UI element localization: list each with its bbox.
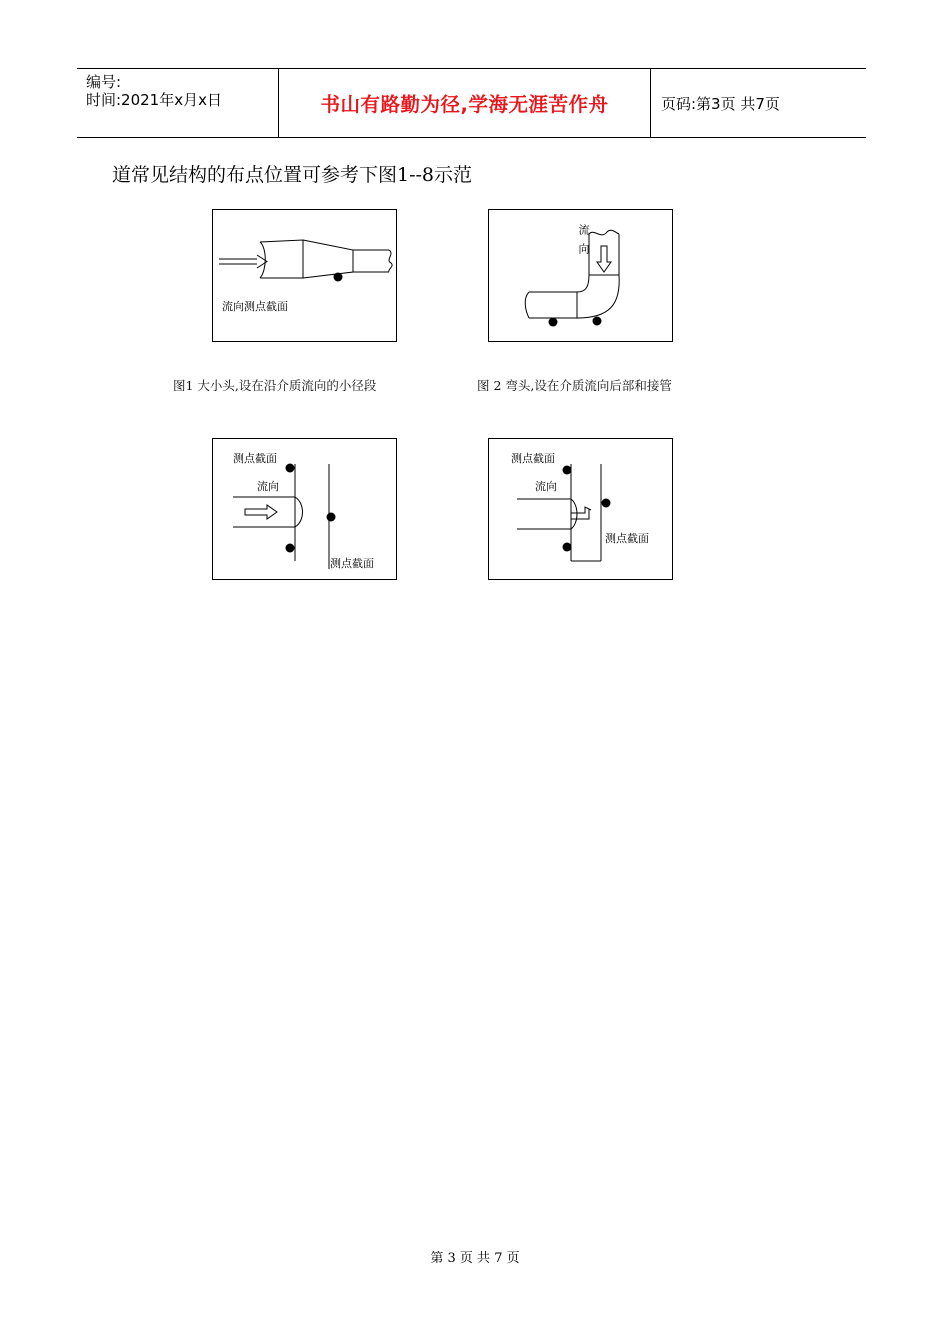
document-time-label: 时间:2021年x月x日 (86, 91, 222, 109)
header-meta-cell (77, 69, 278, 137)
document-number-label: 编号: (86, 73, 122, 91)
measure-point (563, 466, 572, 475)
figure-4-branch (488, 438, 673, 580)
header-page-cell (651, 69, 866, 137)
figure-1-label: 流向测点截面 (222, 300, 288, 313)
measure-point (563, 543, 572, 552)
figure-3-flow-label: 流向 (257, 480, 279, 493)
figure-3-branch (212, 438, 397, 580)
figure-1-caption: 图1 大小头,设在沿介质流向的小径段 (173, 378, 377, 393)
figure-4-top-label: 测点截面 (511, 452, 555, 465)
measure-point (334, 273, 343, 282)
figure-2-caption: 图 2 弯头,设在介质流向后部和接管 (477, 378, 672, 393)
intro-paragraph: 道常见结构的布点位置可参考下图1--8示范 (112, 164, 473, 186)
page-footer: 第 3 页 共 7 页 (430, 1251, 520, 1266)
figure-4-bottom-label: 测点截面 (605, 532, 649, 545)
figure-2-elbow (488, 209, 673, 342)
measure-point (602, 499, 611, 508)
figure-3-top-label: 测点截面 (233, 452, 277, 465)
figure-3-bottom-label: 测点截面 (330, 557, 374, 570)
measure-point (327, 513, 336, 522)
measure-point (286, 464, 295, 473)
page-header (77, 68, 866, 138)
figure-1-drawing (213, 210, 398, 343)
header-page-info: 页码:第3页 共7页 (661, 94, 780, 113)
measure-point (593, 317, 602, 326)
measure-point (549, 318, 558, 327)
figure-4-flow-label: 流向 (535, 480, 557, 493)
figure-1-reducer (212, 209, 397, 342)
header-motto-cell (278, 69, 651, 137)
header-motto: 书山有路勤为径,学海无涯苦作舟 (320, 93, 609, 116)
figure-2-flow-label: 流向 (577, 224, 590, 262)
measure-point (286, 544, 295, 553)
